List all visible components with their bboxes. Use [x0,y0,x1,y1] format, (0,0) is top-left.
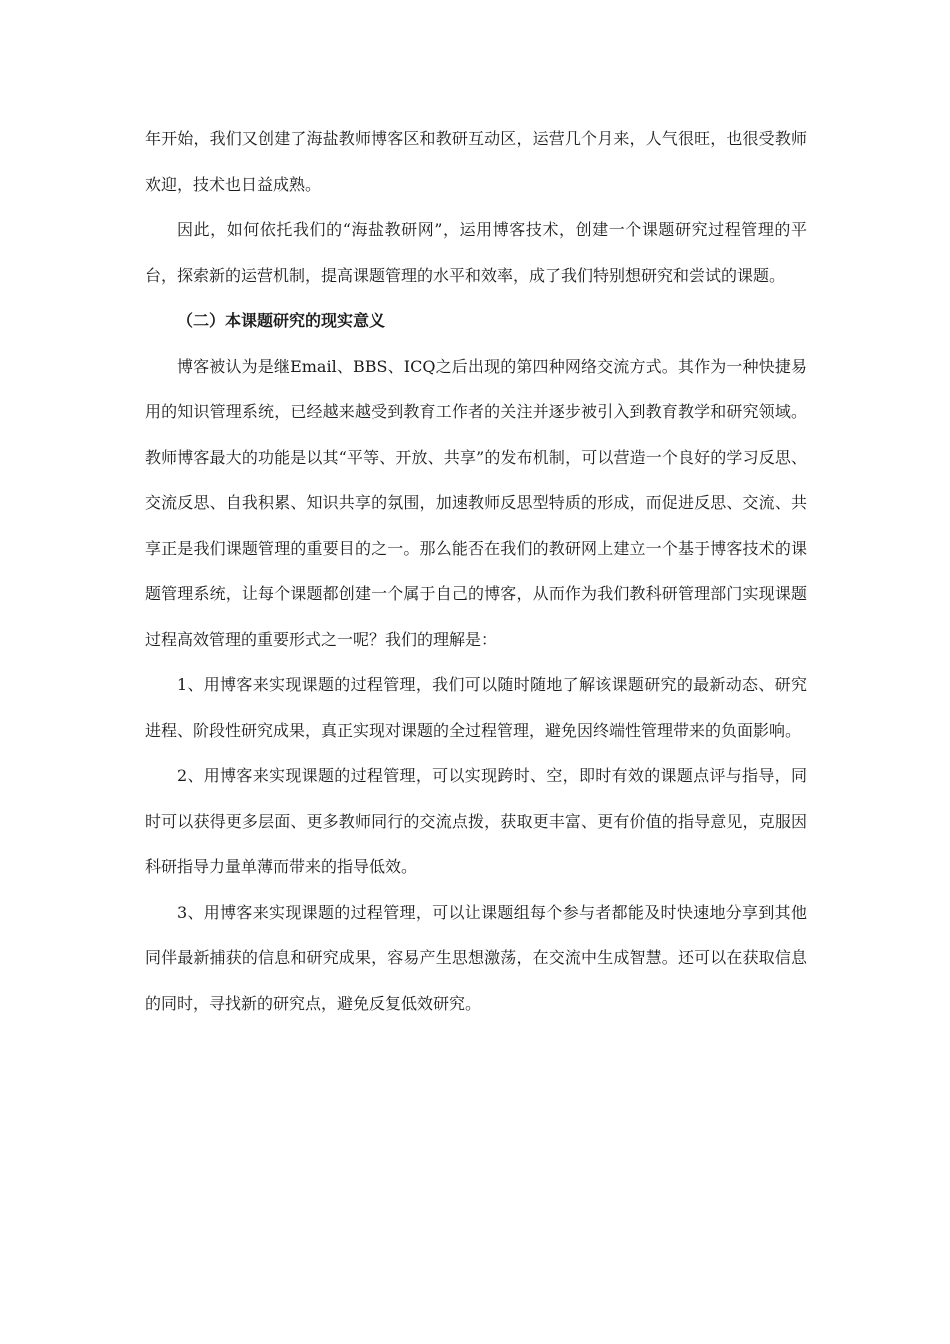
paragraph-blog-intro: 博客被认为是继Email、BBS、ICQ之后出现的第四种网络交流方式。其作为一种快捷易用的知识管理系统，已经越来越受到教育工作者的关注并逐步被引入到教育教学和研究领域。教师博客最大的功能是以其“平等、开放、共享”的发布机制，可以营造一个良好的学习反思、交流反思、自我积累、知识共享的氛围，加速教师反思型特质的形成，而促进反思、交流、共享正是我们课题管理的重要目的之一。那么能否在我们的教研网上建立一个基于博客技术的课题管理系统，让每个课题都创建一个属于自己的博客，从而作为我们教科研管理部门实现课题过程高效管理的重要形式之一呢？我们的理解是： [145,356,807,649]
section-heading: （二）本课题研究的现实意义 [177,311,386,330]
list-item-1: 1、用博客来实现课题的过程管理，我们可以随时随地了解该课题研究的最新动态、研究进程、阶段性研究成果，真正实现对课题的全过程管理，避免因终端性管理带来的负面影响。 [145,675,807,740]
document-body [145,116,807,1026]
paragraph-continuation: 年开始，我们又创建了海盐教师博客区和教研互动区，运营几个月来，人气很旺，也很受教师欢迎，技术也日益成熟。 [145,129,807,194]
list-item-2: 2、用博客来实现课题的过程管理，可以实现跨时、空，即时有效的课题点评与指导，同时可以获得更多层面、更多教师同行的交流点拨，获取更丰富、更有价值的指导意见，克服因科研指导力量单薄而带来的指导低效。 [145,766,807,876]
paragraph-platform: 因此，如何依托我们的“海盐教研网”，运用博客技术，创建一个课题研究过程管理的平台，探索新的运营机制，提高课题管理的水平和效率，成了我们特别想研究和尝试的课题。 [145,220,807,285]
list-item-3: 3、用博客来实现课题的过程管理，可以让课题组每个参与者都能及时快速地分享到其他同伴最新捕获的信息和研究成果，容易产生思想激荡，在交流中生成智慧。还可以在获取信息的同时，寻找新的研究点，避免反复低效研究。 [145,902,807,1013]
